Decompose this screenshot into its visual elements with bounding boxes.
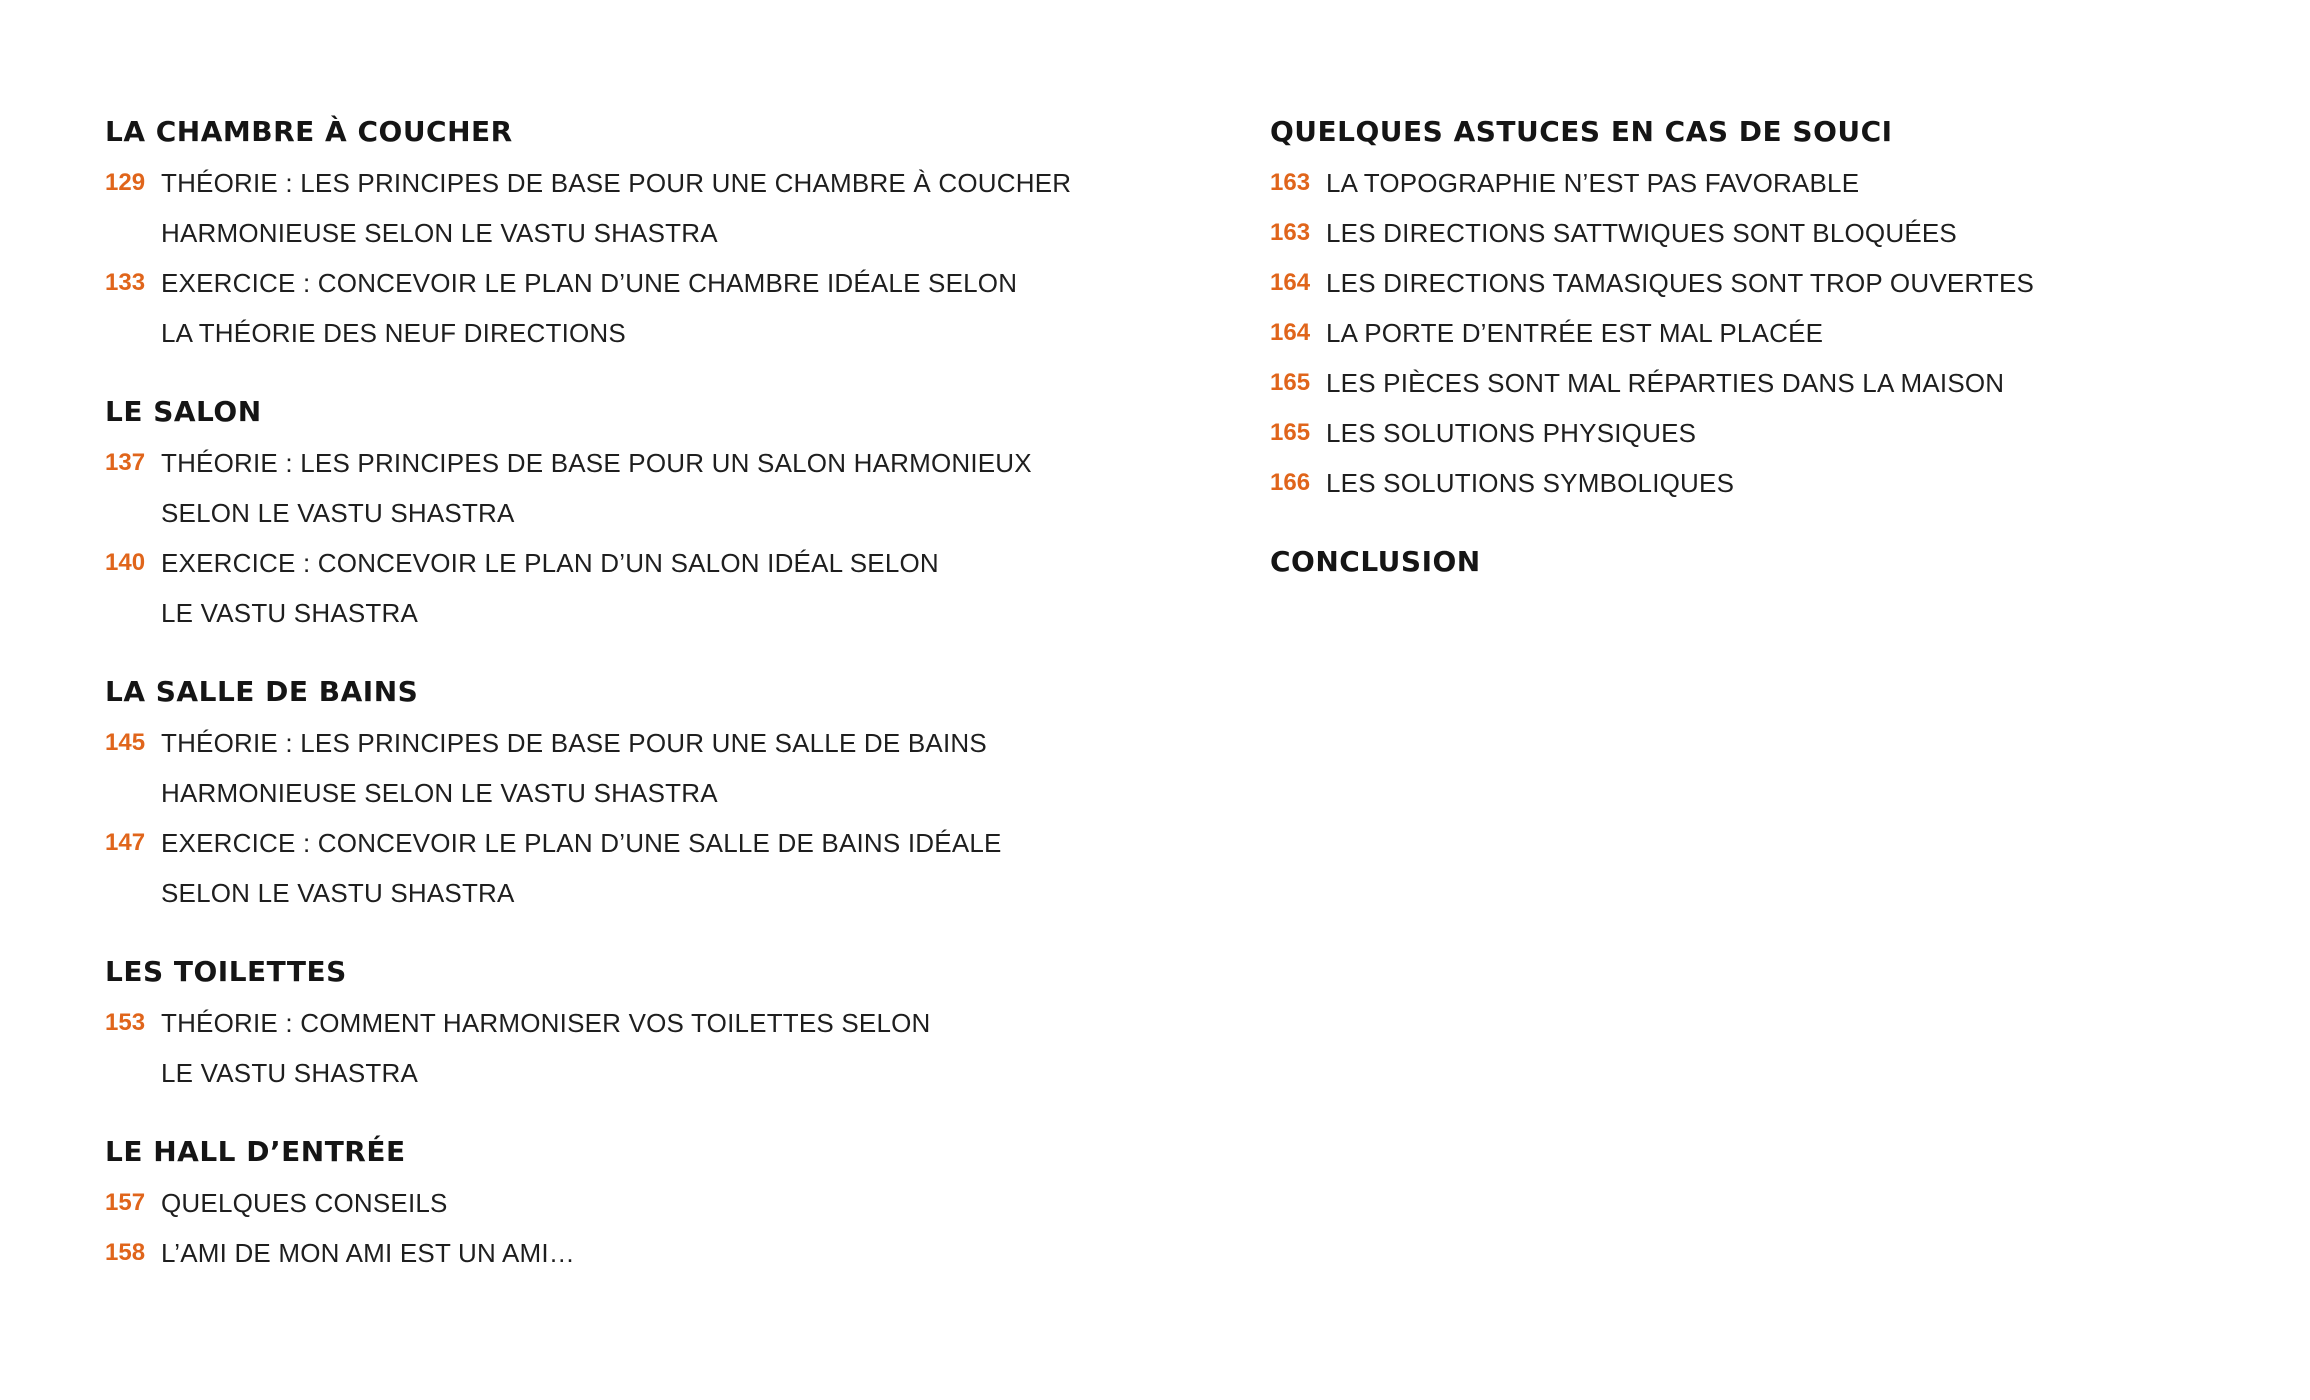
page-number: 158: [105, 1239, 146, 1266]
entry-line: LE VASTU SHASTRA: [161, 598, 419, 628]
page-number: 165: [1270, 419, 1311, 446]
page-number: 133: [105, 269, 146, 296]
entry-line: THÉORIE : LES PRINCIPES DE BASE POUR UNE SALLE DE BAINS: [161, 728, 987, 758]
entry-line: EXERCICE : CONCEVOIR LE PLAN D’UNE SALLE DE BAINS IDÉALE: [161, 828, 1002, 858]
toc-entry: [105, 438, 1205, 538]
toc-section: [105, 112, 1205, 358]
entry-text: [161, 538, 939, 638]
entry-line: L’AMI DE MON AMI EST UN AMI…: [161, 1238, 575, 1268]
page-number: 166: [1270, 469, 1311, 496]
toc-section: [105, 392, 1205, 638]
page-number: 140: [105, 549, 146, 576]
entry-line: LES SOLUTIONS PHYSIQUES: [1326, 418, 1697, 448]
entry-text: [161, 818, 1002, 918]
section-title: QUELQUES ASTUCES EN CAS DE SOUCI: [1270, 115, 1893, 148]
toc-entry: [105, 258, 1205, 358]
page-number: 157: [105, 1189, 146, 1216]
entry-text: [1326, 358, 2004, 408]
toc-entry: [105, 1178, 1205, 1228]
entry-line: THÉORIE : LES PRINCIPES DE BASE POUR UNE CHAMBRE À COUCHER: [161, 168, 1072, 198]
toc-entry: [1270, 258, 2170, 308]
toc-section: [105, 952, 1205, 1098]
entry-line: HARMONIEUSE SELON LE VASTU SHASTRA: [161, 778, 718, 808]
toc-left-column: [105, 112, 1205, 1312]
page-number: 145: [105, 729, 146, 756]
entry-line: LES PIÈCES SONT MAL RÉPARTIES DANS LA MAISON: [1326, 368, 2005, 398]
section-title: LA SALLE DE BAINS: [105, 675, 419, 708]
entry-text: [161, 718, 987, 818]
toc-entry: [105, 718, 1205, 818]
entry-text: [1326, 258, 2034, 308]
toc-entry: [105, 818, 1205, 918]
entry-line: SELON LE VASTU SHASTRA: [161, 498, 515, 528]
toc-section: [105, 1132, 1205, 1278]
entry-line: LA PORTE D’ENTRÉE EST MAL PLACÉE: [1326, 318, 1824, 348]
entry-line: LE VASTU SHASTRA: [161, 1058, 419, 1088]
entry-text: [1326, 458, 1734, 508]
entry-text: [1326, 158, 1859, 208]
section-title: LA CHAMBRE À COUCHER: [105, 115, 513, 148]
toc-entry: [105, 1228, 1205, 1278]
toc-entry: [1270, 208, 2170, 258]
section-title: LE HALL D’ENTRÉE: [105, 1135, 406, 1168]
entry-text: [1326, 208, 1957, 258]
page-number: 129: [105, 169, 146, 196]
toc-right-column: [1270, 112, 2170, 616]
toc-entry: [1270, 358, 2170, 408]
entry-line: SELON LE VASTU SHASTRA: [161, 878, 515, 908]
entry-text: [161, 438, 1032, 538]
toc-entry: [105, 538, 1205, 638]
entry-line: QUELQUES CONSEILS: [161, 1188, 448, 1218]
section-title: LE SALON: [105, 395, 262, 428]
toc-section: [105, 672, 1205, 918]
section-title: LES TOILETTES: [105, 955, 347, 988]
entry-text: [161, 998, 931, 1098]
entry-line: LES DIRECTIONS SATTWIQUES SONT BLOQUÉES: [1326, 218, 1957, 248]
page-number: 137: [105, 449, 146, 476]
entry-line: EXERCICE : CONCEVOIR LE PLAN D’UNE CHAMBRE IDÉALE SELON: [161, 268, 1018, 298]
entry-text: [161, 1228, 575, 1278]
toc-section: [1270, 112, 2170, 508]
page-number: 163: [1270, 169, 1311, 196]
entry-text: [161, 258, 1017, 358]
entry-text: [161, 1178, 448, 1228]
toc-entry: [105, 998, 1205, 1098]
page-number: 153: [105, 1009, 146, 1036]
entry-text: [161, 158, 1071, 258]
toc-entry: [1270, 458, 2170, 508]
toc-section: [1270, 542, 2170, 582]
page-number: 164: [1270, 319, 1311, 346]
section-title: CONCLUSION: [1270, 545, 1481, 578]
toc-entry: [1270, 408, 2170, 458]
entry-line: LES DIRECTIONS TAMASIQUES SONT TROP OUVERTES: [1326, 268, 2035, 298]
page-number: 163: [1270, 219, 1311, 246]
entry-line: LA TOPOGRAPHIE N’EST PAS FAVORABLE: [1326, 168, 1860, 198]
entry-line: LES SOLUTIONS SYMBOLIQUES: [1326, 468, 1735, 498]
entry-line: EXERCICE : CONCEVOIR LE PLAN D’UN SALON IDÉAL SELON: [161, 548, 939, 578]
page-number: 165: [1270, 369, 1311, 396]
toc-entry: [1270, 308, 2170, 358]
toc-entry: [1270, 158, 2170, 208]
entry-line: THÉORIE : COMMENT HARMONISER VOS TOILETTES SELON: [161, 1008, 931, 1038]
page-number: 164: [1270, 269, 1311, 296]
entry-line: LA THÉORIE DES NEUF DIRECTIONS: [161, 318, 626, 348]
page-number: 147: [105, 829, 146, 856]
entry-text: [1326, 308, 1823, 358]
toc-entry: [105, 158, 1205, 258]
entry-line: HARMONIEUSE SELON LE VASTU SHASTRA: [161, 218, 718, 248]
entry-text: [1326, 408, 1696, 458]
entry-line: THÉORIE : LES PRINCIPES DE BASE POUR UN SALON HARMONIEUX: [161, 448, 1032, 478]
